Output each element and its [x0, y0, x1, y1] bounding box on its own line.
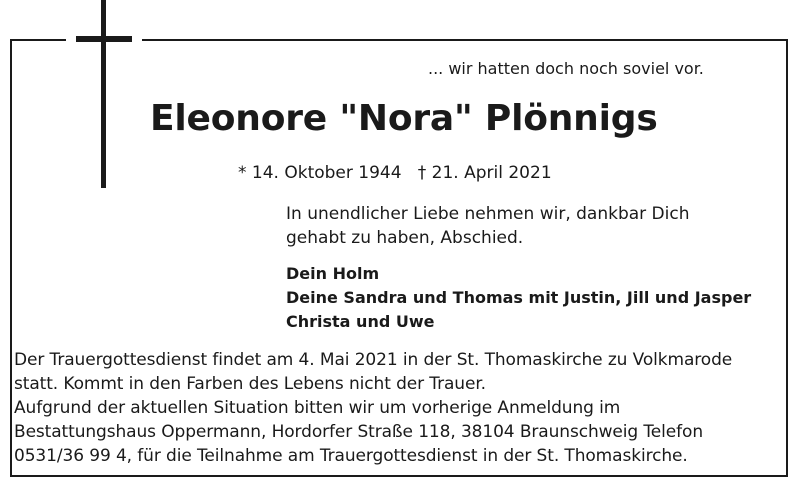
- life-dates: [238, 163, 552, 183]
- birth-date: * 14. Oktober 1944: [238, 163, 402, 183]
- service-line: Aufgrund der aktuellen Situation bitten wir um vorherige Anmeldung im: [14, 398, 621, 418]
- cross-vertical-beam: [101, 0, 106, 188]
- farewell-line: In unendlicher Liebe nehmen wir, dankbar Dich: [286, 204, 690, 224]
- service-line: 0531/36 99 4, für die Teilnahme am Trauergottesdienst in der St. Thomaskirche.: [14, 446, 688, 466]
- mourner-entry: Dein Holm: [286, 264, 380, 283]
- cross-gap-left: [66, 39, 76, 41]
- mourner-entry: Deine Sandra und Thomas mit Justin, Jill und Jasper: [286, 288, 752, 307]
- mourners-list: [286, 262, 751, 334]
- cross-gap-right: [132, 39, 142, 41]
- farewell-line: gehabt zu haben, Abschied.: [286, 228, 524, 248]
- service-line: Der Trauergottesdienst findet am 4. Mai 2021 in der St. Thomaskirche zu Volkmarode: [14, 350, 733, 370]
- farewell-text: [286, 202, 689, 250]
- motto: ... wir hatten doch noch soviel vor.: [428, 59, 704, 78]
- service-notice: [14, 348, 732, 468]
- service-line: statt. Kommt in den Farben des Lebens nicht der Trauer.: [14, 374, 486, 394]
- cross-horizontal-beam: [76, 36, 132, 42]
- death-date: † 21. April 2021: [417, 163, 552, 183]
- service-line: Bestattungshaus Oppermann, Hordorfer Straße 118, 38104 Braunschweig Telefon: [14, 422, 704, 442]
- deceased-name: Eleonore "Nora" Plönnigs: [150, 98, 658, 139]
- mourner-entry: Christa und Uwe: [286, 312, 435, 331]
